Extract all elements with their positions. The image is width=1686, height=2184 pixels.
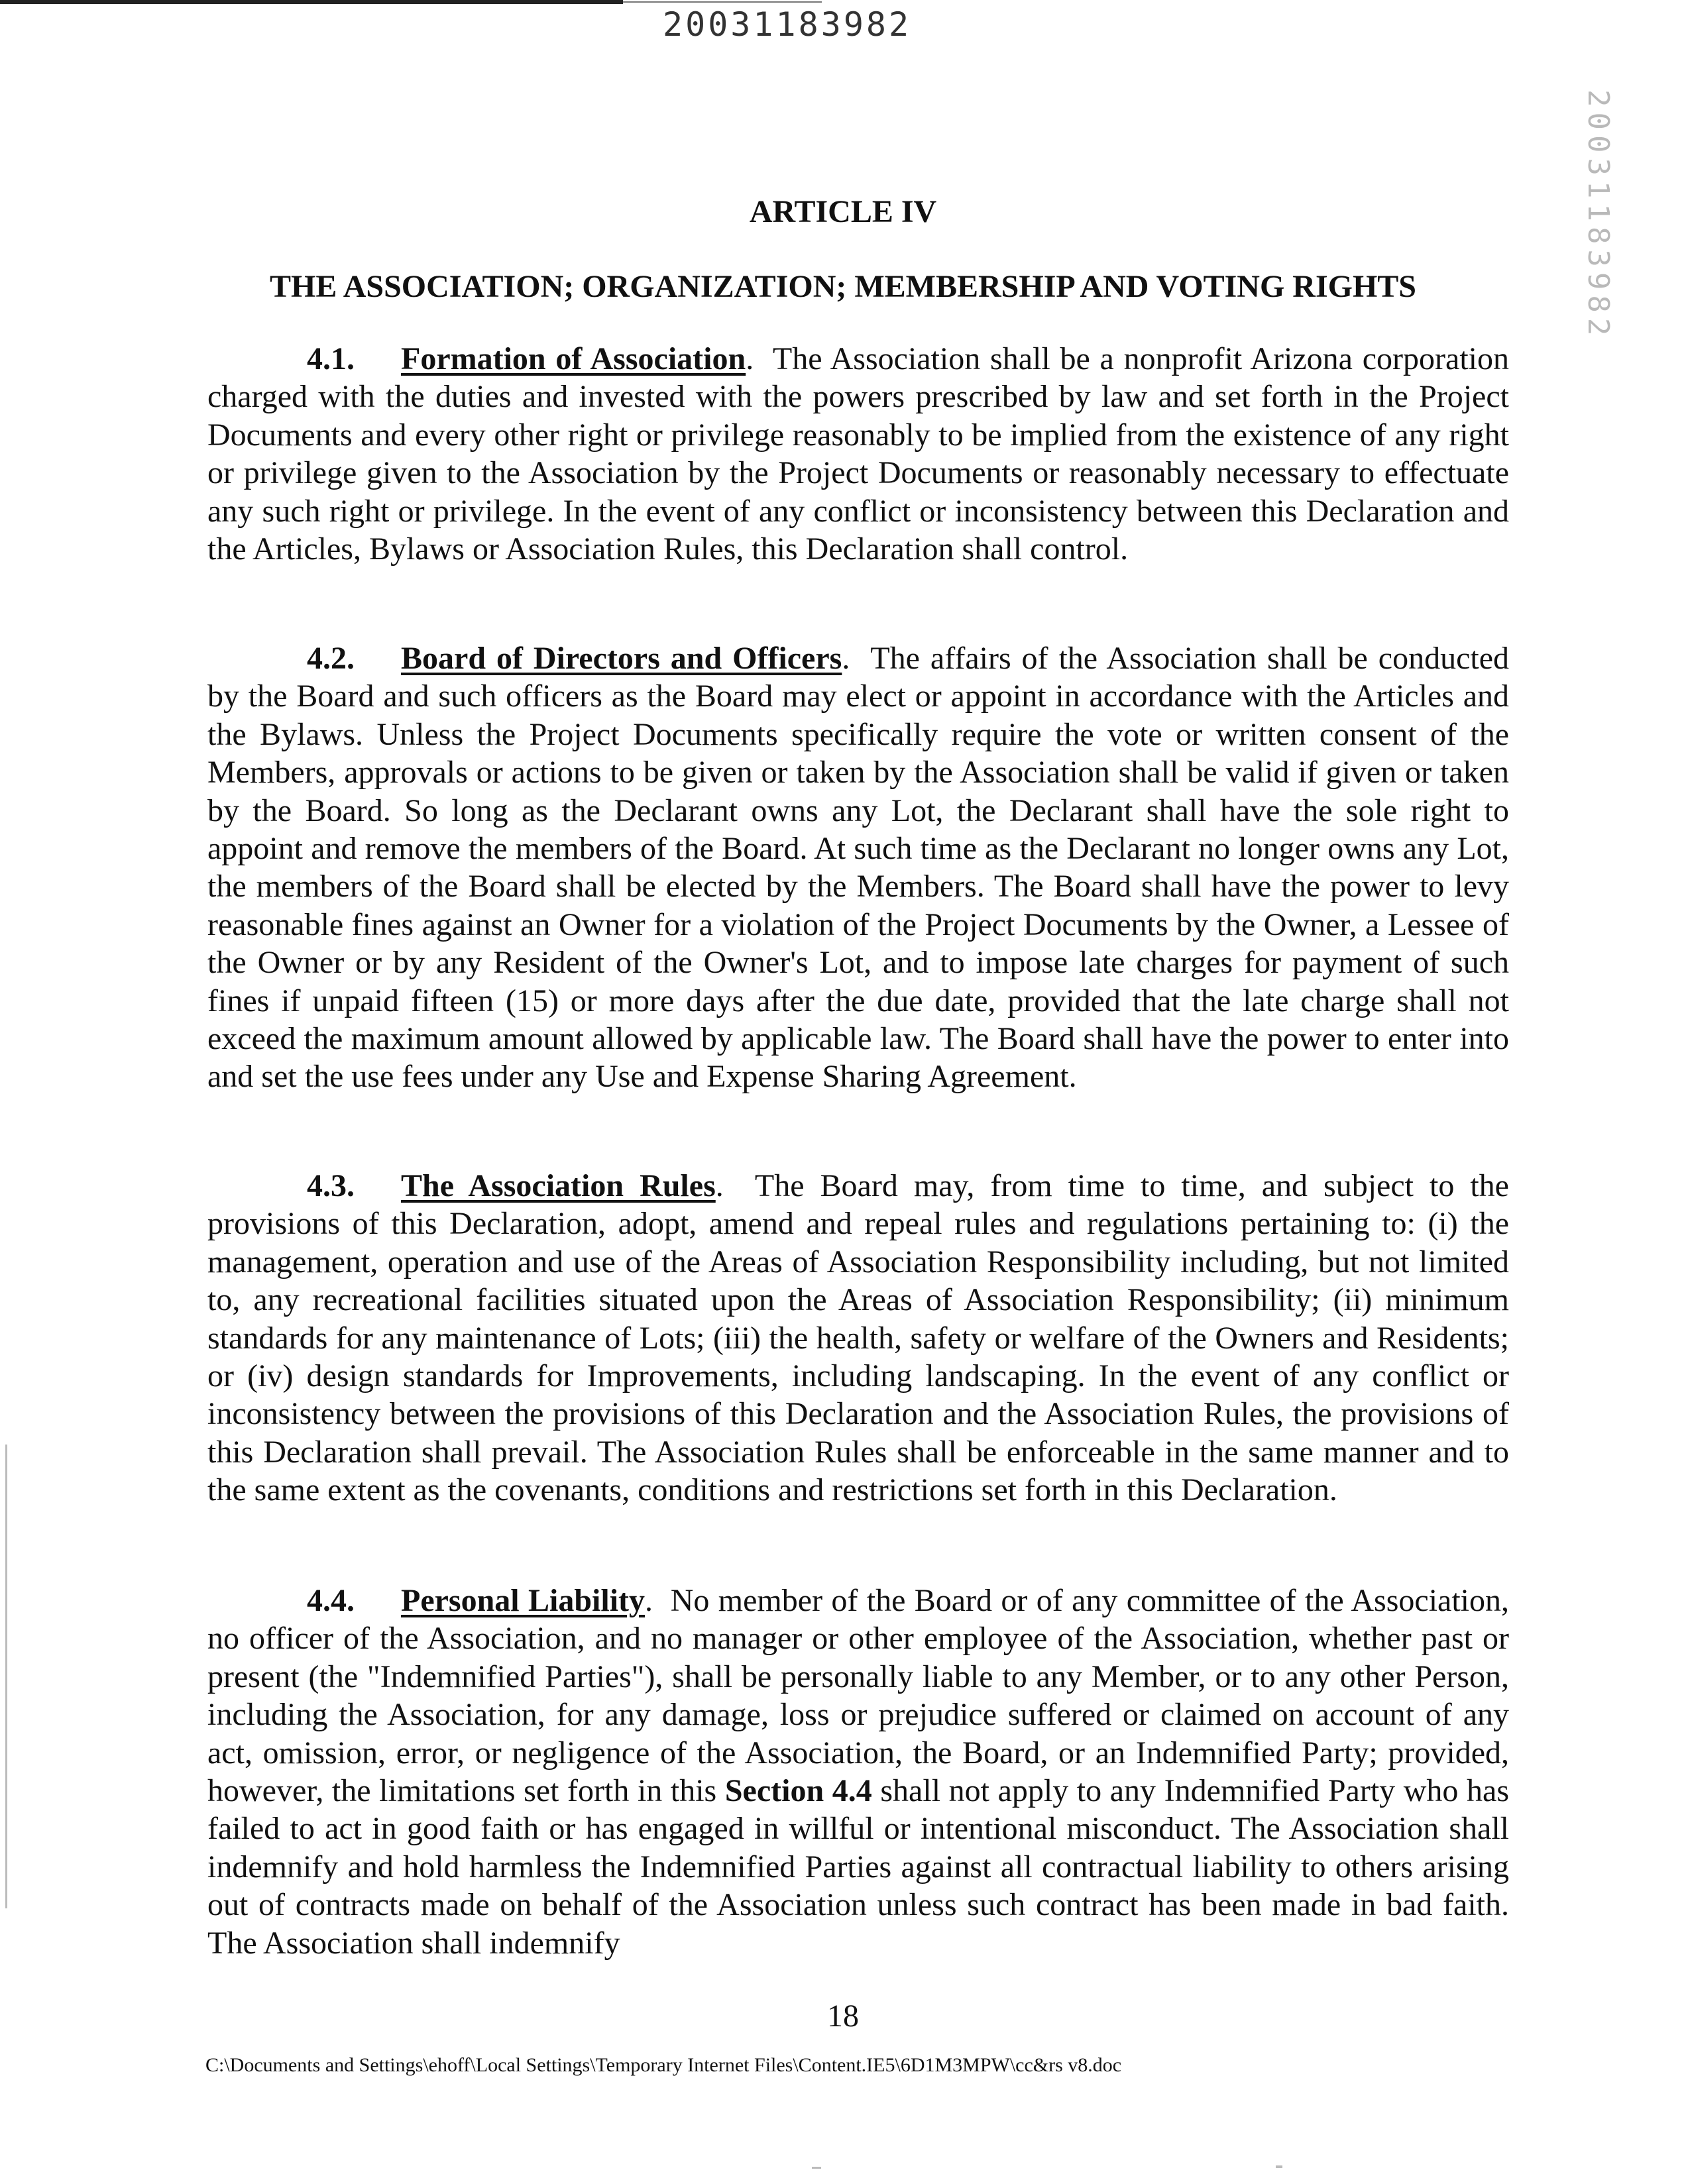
section-body-continued: shall not apply to any Indemnified Party who has failed to act in good faith or has engaged in willful or intentional misconduct. The Association shall indemnify and hold harmless the Indemnified Parties against all contractual liability to others arising out of contracts made on behalf of the Association unless such contract has been made in bad faith. The Association shall indemnify [207,1773,1510,1961]
file-path-footer: C:\Documents and Settings\ehoff\Local Settings\Temporary Internet Files\Content.IE5\6D1M3MPW\cc&rs v8.doc [205,2054,1122,2076]
top-border-rule-thin [623,1,822,3]
section-number: 4.4. [307,1583,355,1618]
section-4-4: 4.4. Personal Liability. No member of the Board or of any committee of the Association, no officer of the Association, and no manager or other employee of the Association, whether past or present (the "Indemnified Parties"), shall be personally liable to any Member, or to any other Person, including the Association, for any damage, loss or prejudice suffered or claimed on account of any act, omission, error, or negligence of the Association, the Board, or an Indemnified Party; provided, however, the limitations set forth in this Section 4.4 shall not apply to any Indemnified Party who has failed to act in good faith or has engaged in willful or intentional misconduct. The Association shall indemnify and hold harmless the Indemnified Parties against all contractual liability to others arising out of contracts made on behalf of the Association unless such contract has been made in bad faith. The Association shall indemnify [207,1583,1510,1961]
section-body: The affairs of the Association shall be conducted by the Board and such officers as the Board may elect or appoint in accordance with the Articles and the Bylaws. Unless the Project Documents specifically require the vote or written consent of the Members, approvals or actions to be given or taken by the Association shall be valid if given or taken by the Board. So long as the Declarant owns any Lot, the Declarant shall have the sole right to appoint and remove the members of the Board. At such time as the Declarant no longer owns any Lot, the members of the Board shall be elected by the Members. The Board shall have the power to levy reasonable fines against an Owner for a violation of the Project Documents by the Owner, a Lessee of the Owner or by any Resident of the Owner's Lot, and to impose late charges for payment of such fines if unpaid fifteen (15) or more days after the due date, provided that the late charge shall not exceed the maximum amount allowed by applicable law. The Board shall have the power to enter into and set the use fees under any Use and Expense Sharing Agreement. [207,641,1510,1095]
section-title: Board of Directors and Officers [401,641,842,676]
section-body: No member of the Board or of any committee of the Association, no officer of the Association, and no manager or other employee of the Association, whether past or present (the "Indemnified Parties"), shall be personally liable to any Member, or to any other Person, including the Association, for any damage, loss or prejudice suffered or claimed on account of any act, omission, error, or negligence of the Association, the Board, or an Indemnified Party; provided, however, the limitations set forth in this [207,1583,1510,1809]
section-title: Formation of Association [401,341,746,376]
section-number: 4.1. [307,341,355,376]
section-4-3: 4.3. The Association Rules. The Board may, from time to time, and subject to the provisions of this Declaration, adopt, amend and repeal rules and regulations pertaining to: (i) the management, operation and use of the Areas of Association Responsibility including, but not limited to, any recreational facilities situated upon the Areas of Association Responsibility; (ii) minimum standards for any maintenance of Lots; (iii) the health, safety or welfare of the Owners and Residents; or (iv) design standards for Improvements, including landscaping. In the event of any conflict or inconsistency between the provisions of this Declaration and the Association Rules, the provisions of this Declaration shall prevail. The Association Rules shall be enforceable in the same manner and to the same extent as the covenants, conditions and restrictions set forth in this Declaration. [207,1168,1509,1508]
section-body: The Association shall be a nonprofit Arizona corporation charged with the duties and invested with the powers prescribed by law and set forth in the Project Documents and every other right or privilege reasonably to be implied from the existence of any right or privilege given to the Association by the Project Documents or reasonably necessary to effectuate any such right or privilege. In the event of any conflict or inconsistency between this Declaration and the Articles, Bylaws or Association Rules, this Declaration shall control. [207,341,1510,567]
section-body: The Board may, from time to time, and subject to the provisions of this Declaration, adopt, amend and repeal rules and regulations pertaining to: (i) the management, operation and use of the Areas of Association Responsibility including, but not limited to, any recreational facilities situated upon the Areas of Association Responsibility; (ii) minimum standards for any maintenance of Lots; (iii) the health, safety or welfare of the Owners and Residents; or (iv) design standards for Improvements, including landscaping. In the event of any conflict or inconsistency between the provisions of this Declaration and the Association Rules, the provisions of this Declaration shall prevail. The Association Rules shall be enforceable in the same manner and to the same extent as the covenants, conditions and restrictions set forth in this Declaration. [207,1168,1509,1508]
side-stamp-text: 20031183982 [1581,89,1615,341]
scan-artifact [1276,2165,1282,2168]
scan-artifact [5,1445,7,1908]
scan-artifact [812,2167,821,2169]
section-number: 4.3. [307,1168,355,1203]
recording-number: 20031183982 [663,5,912,44]
section-4-1: 4.1. Formation of Association. The Association shall be a nonprofit Arizona corporation charged with the duties and invested with the powers prescribed by law and set forth in the Project Documents and every other right or privilege reasonably to be implied from the existence of any right or privilege given to the Association by the Project Documents or reasonably necessary to effectuate any such right or privilege. In the event of any conflict or inconsistency between this Declaration and the Articles, Bylaws or Association Rules, this Declaration shall control. [207,341,1510,567]
section-reference: Section 4.4 [724,1773,872,1809]
section-title: The Association Rules [401,1168,716,1203]
top-border-rule [0,0,623,4]
section-4-2: 4.2. Board of Directors and Officers. The affairs of the Association shall be conducted by the Board and such officers as the Board may elect or appoint in accordance with the Articles and the Bylaws. Unless the Project Documents specifically require the vote or written consent of the Members, approvals or actions to be given or taken by the Association shall be valid if given or taken by the Board. So long as the Declarant owns any Lot, the Declarant shall have the sole right to appoint and remove the members of the Board. At such time as the Declarant no longer owns any Lot, the members of the Board shall be elected by the Members. The Board shall have the power to levy reasonable fines against an Owner for a violation of the Project Documents by the Owner, a Lessee of the Owner or by any Resident of the Owner's Lot, and to impose late charges for payment of such fines if unpaid fifteen (15) or more days after the due date, provided that the late charge shall not exceed the maximum amount allowed by applicable law. The Board shall have the power to enter into and set the use fees under any Use and Expense Sharing Agreement. [207,641,1510,1095]
section-title: Personal Liability [401,1583,646,1618]
section-number: 4.2. [307,641,355,676]
article-title: ARTICLE IV [749,194,937,229]
article-subtitle: THE ASSOCIATION; ORGANIZATION; MEMBERSHIP AND VOTING RIGHTS [269,269,1416,304]
page-number: 18 [827,1998,859,2034]
